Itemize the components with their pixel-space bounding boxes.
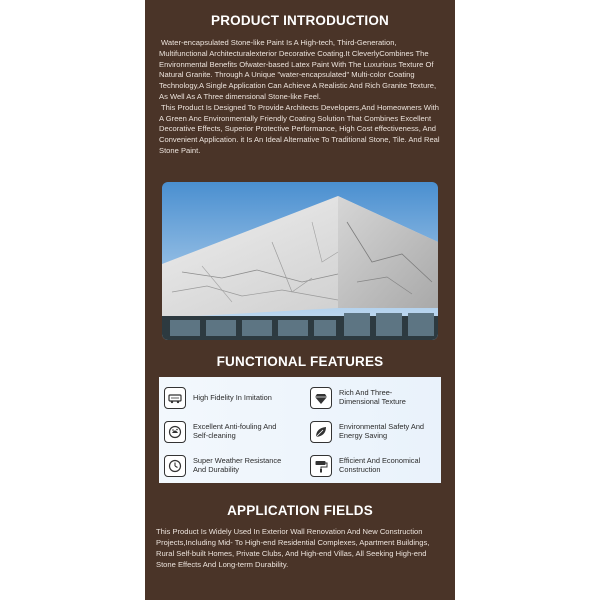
diamond-icon: [310, 387, 332, 409]
functional-features-heading: FUNCTIONAL FEATURES: [216, 354, 384, 369]
feature-label: Super Weather Resistance And Durability: [193, 456, 282, 474]
marble-building-image: [162, 182, 438, 340]
feature-item: [310, 419, 429, 445]
clock-icon: [164, 455, 186, 477]
self-clean-icon: [164, 421, 186, 443]
feature-label: High Fidelity In Imitation: [193, 392, 272, 402]
intro-paragraph-2: This Product Is Designed To Provide Architects Developers,And Homeowners With A Green Anc Environmentally Friendly Coating Solution That Combines Excellent Decorative Effects, Superior Protective Performance, High Cost effectiveness, And Convenient Application. it Is An Ideal Alternative To Traditional Stone, Tile. And Real Stone Paint.: [159, 102, 440, 155]
feature-item: [164, 453, 283, 479]
product-column: [145, 0, 455, 600]
feature-item: [164, 385, 283, 411]
feature-item: [164, 419, 283, 445]
leaf-icon: [310, 421, 332, 443]
feature-label: Excellent Anti-fouling And Self-cleaning: [193, 422, 277, 440]
fidelity-icon: [164, 387, 186, 409]
features-panel: [159, 377, 441, 483]
building-photo: [162, 182, 438, 340]
paint-roller-icon: [310, 455, 332, 477]
feature-label: Rich And Three-Dimensional Texture: [339, 388, 406, 406]
feature-item: [310, 385, 429, 411]
application-fields-heading: APPLICATION FIELDS: [227, 503, 373, 518]
feature-label: Environmental Safety And Energy Saving: [339, 422, 425, 440]
feature-label: Efficient And Economical Construction: [339, 456, 421, 474]
product-introduction-heading: PRODUCT INTRODUCTION: [211, 13, 389, 28]
product-introduction-text: [159, 38, 445, 157]
intro-paragraph-1: Water-encapsulated Stone-like Paint Is A High-tech, Third-Generation, Multifunctional Architecturalexterior Decorative Coating.It CleverlyCombines The Environmental Benefits Ofwater-based Latex Paint With The Luxurious Texture Of Natural Granite. Through A Unique "water-encapsulated" Multi-color Coating Technology,A Single Application Can Achieve A Realistic And Rich Granite Texture, As Well As A Three dimensional Stone-like Feel.: [159, 38, 437, 101]
feature-item: [310, 453, 429, 479]
application-fields-text: This Product Is Widely Used In Exterior Wall Renovation And New Construction Projects,Including Mid- To High-end Residential Complexes, Apartment Buildings, Rural Self-built Homes, Private Clubs, And High-end Villas, All Seeking High-end Stone Effects And Long-term Durability.: [156, 527, 430, 569]
